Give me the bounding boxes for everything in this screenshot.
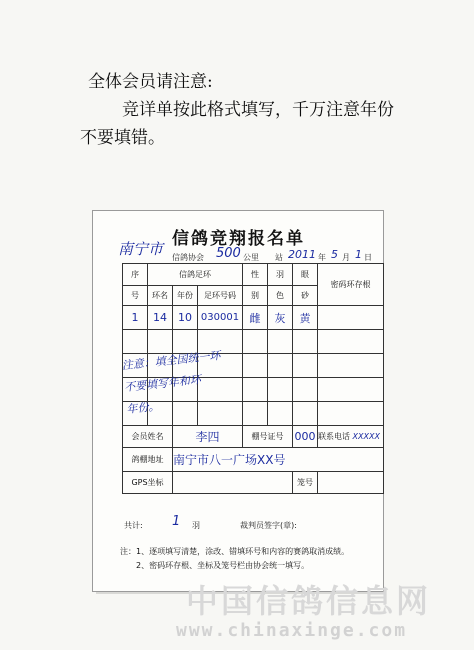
header-feather: 羽 (268, 264, 293, 286)
header-ring-code: 足环号码 (198, 286, 243, 306)
header-year: 年份 (173, 286, 198, 306)
header-sex: 性 (243, 264, 268, 286)
row-eye: 黄 (293, 306, 318, 330)
date-day: 1 (355, 248, 362, 261)
notice-line-2: 竞详单按此格式填写，千万注意年份 (122, 100, 394, 120)
header-secret-ring: 密码环存根 (318, 264, 384, 306)
header-feather-2: 色 (268, 286, 293, 306)
member-name-label: 会员姓名 (123, 426, 173, 448)
date-year: 2011 (288, 248, 316, 261)
row-ring-name: 14 (148, 306, 173, 330)
row-code: 030001 (198, 306, 243, 330)
header-eye-2: 砂 (293, 286, 318, 306)
loft-label: 鸽棚地址 (123, 448, 173, 472)
handwritten-note (121, 345, 226, 421)
row-seq: 1 (123, 306, 148, 330)
note-line-1: 注意：填全国统一环 (121, 348, 222, 373)
table-row (123, 330, 384, 354)
header-sex-2: 别 (243, 286, 268, 306)
cert-label: 棚号证号 (243, 426, 293, 448)
phone-cell (318, 426, 384, 448)
notice-line-3: 不要填错。 (80, 128, 165, 148)
table-row (123, 306, 384, 330)
date-month: 5 (331, 248, 338, 261)
header-seq: 序 (123, 264, 148, 286)
phone-value: XXXXX (352, 432, 380, 441)
date-day-unit: 日 (364, 253, 372, 262)
header-seq-2: 号 (123, 286, 148, 306)
judge-label: 裁判员签字(章): (240, 521, 297, 530)
date-year-unit: 年 (318, 253, 326, 262)
date-prefix: 站 (275, 253, 283, 262)
date-month-unit: 月 (342, 253, 350, 262)
note-line-2: 不要填写年和环 (123, 373, 202, 395)
total-value: 1 (172, 514, 181, 529)
header-eye: 眼 (293, 264, 318, 286)
note-line-3: 年份。 (125, 399, 161, 417)
cert-value: 000 (293, 426, 318, 448)
header-ring-group: 信鸽足环 (148, 264, 243, 286)
row-feather: 灰 (268, 306, 293, 330)
watermark-title: 中国信鸽信息网 (186, 582, 432, 620)
member-name: 李四 (173, 426, 243, 448)
total-unit: 羽 (192, 521, 200, 530)
handwritten-city: 南宁市 (118, 240, 164, 258)
distance-unit: 公里 (243, 253, 259, 262)
phone-label: 联系电话 (318, 432, 350, 441)
footnote-1: 注：1、逐项填写清楚，涂改、错填环号和内容的赛鸽取消成绩。 (120, 547, 350, 556)
row-year: 10 (173, 306, 198, 330)
form-title: 信鸽竞翔报名单 (172, 229, 305, 249)
loft-value: 南宁市八一广场XX号 (173, 448, 384, 472)
cage-label: 笼号 (293, 472, 318, 494)
gps-label: GPS坐标 (123, 472, 173, 494)
notice-text (80, 68, 394, 148)
total-label: 共计: (124, 521, 143, 530)
header-ring-name: 环名 (148, 286, 173, 306)
notice-line-1: 全体会员请注意: (88, 72, 213, 92)
club-value: 500 (216, 246, 241, 261)
footnote-2: 2、密码环存根、坐标及笼号栏由协会统一填写。 (136, 561, 310, 570)
row-sex: 雌 (243, 306, 268, 330)
watermark-url: www.chinaxinge.com (176, 620, 408, 641)
club-label: 信鸽协会 (172, 253, 204, 262)
